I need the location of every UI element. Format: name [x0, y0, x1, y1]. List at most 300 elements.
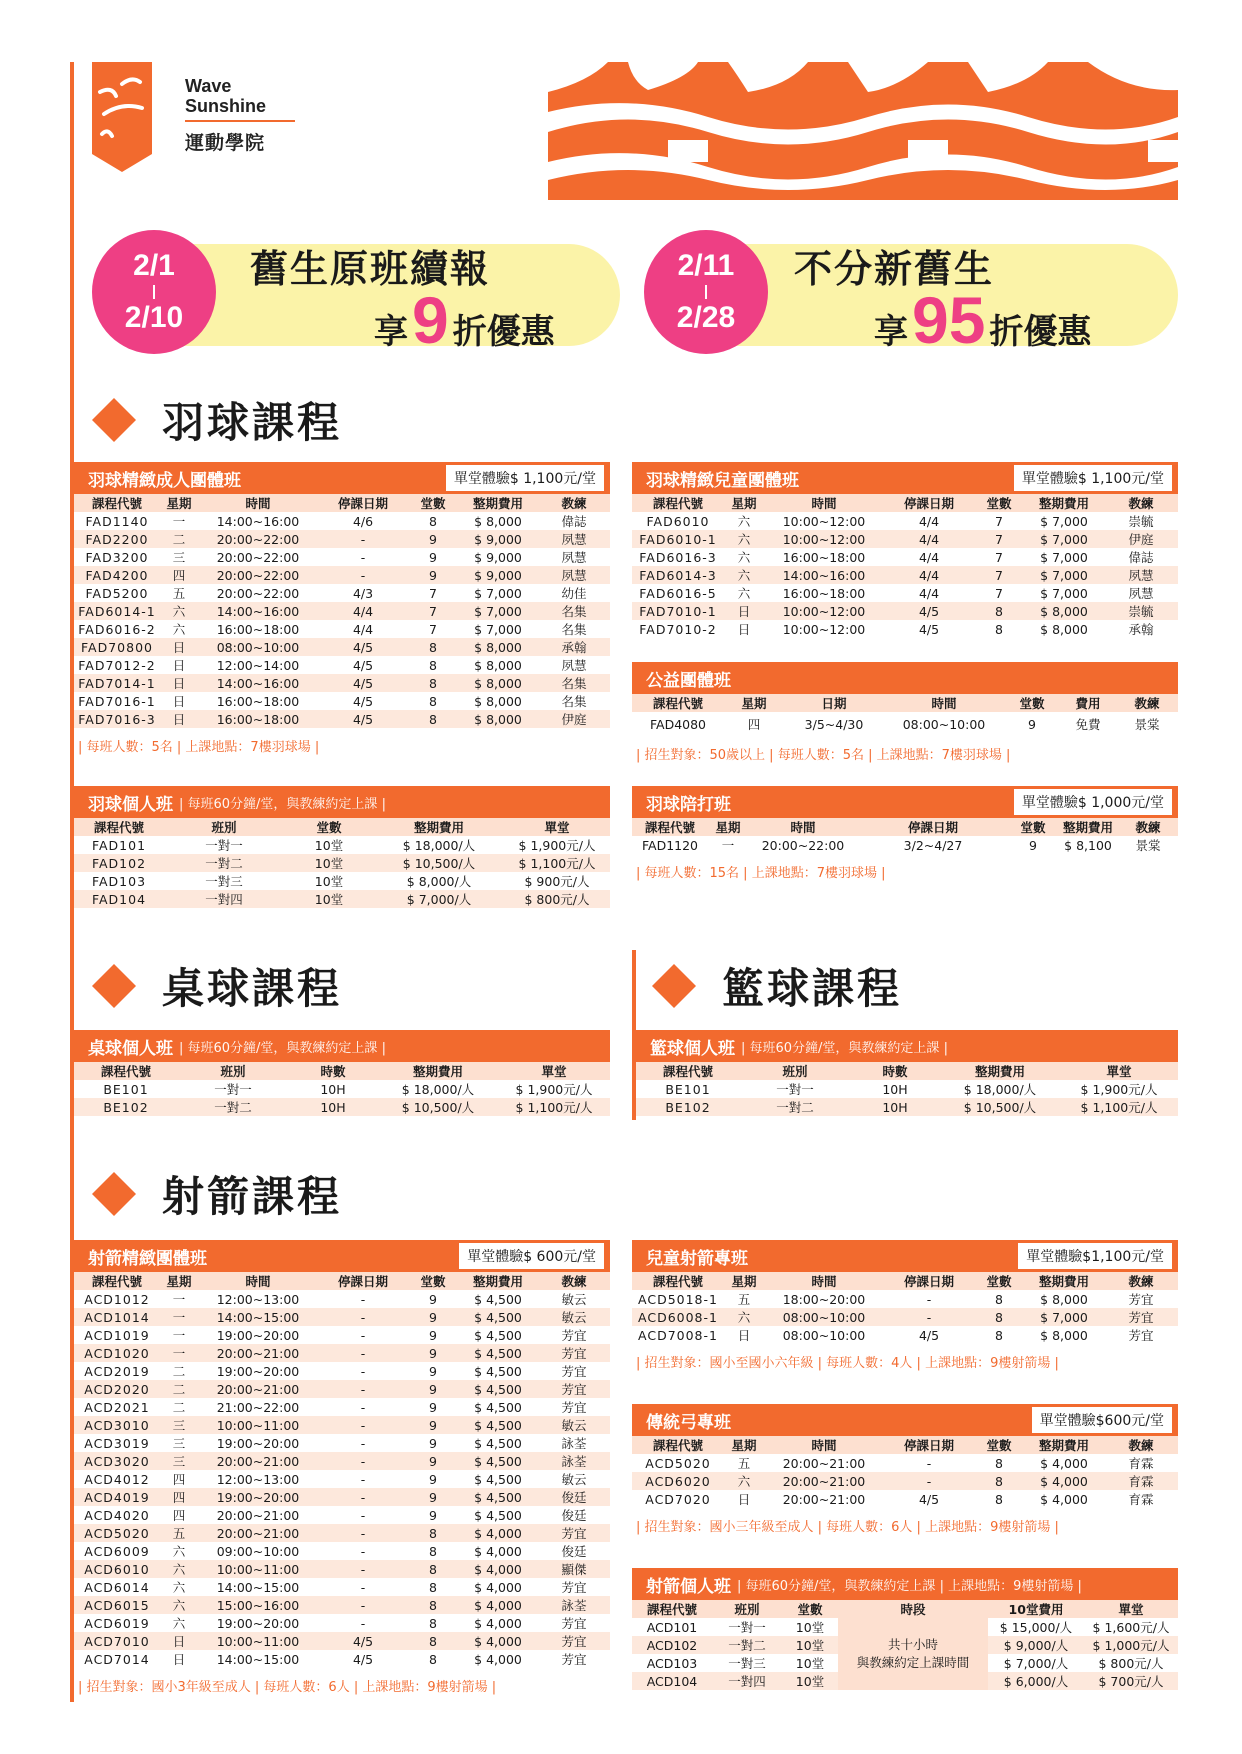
- cell: -: [926, 1291, 932, 1307]
- cell: $ 4,500: [474, 1291, 522, 1307]
- cell: 一對四: [712, 1672, 782, 1690]
- diamond-icon: [92, 398, 136, 442]
- cell: 8: [429, 1579, 437, 1595]
- block-title-text: 羽球精緻兒童團體班: [646, 470, 799, 491]
- cell: $ 4,500: [458, 1452, 538, 1470]
- cell: 19:00~20:00: [216, 1327, 300, 1343]
- cell: $ 6,000/人: [988, 1672, 1084, 1690]
- cell: 4/5: [918, 621, 940, 637]
- cell: $ 18,000/人: [401, 1082, 475, 1097]
- cell: 一對四: [164, 890, 284, 908]
- badminton-sparring-table: [632, 818, 1178, 854]
- cell: -: [318, 530, 408, 548]
- block-title: [74, 462, 610, 494]
- cell: 夙慧: [561, 658, 587, 673]
- cell: 20:00~21:00: [198, 1344, 318, 1362]
- section-title: 籃球課程: [722, 964, 903, 1013]
- cell: FAD7014-1: [74, 674, 160, 692]
- cell: $ 15,000/人: [999, 1620, 1073, 1635]
- badminton-adult-group: [74, 462, 610, 755]
- cell: 7: [995, 513, 1003, 529]
- block-title: [632, 1404, 1178, 1436]
- table-row: [74, 1542, 610, 1560]
- time-slot-line: 與教練約定上課時間: [856, 1655, 970, 1670]
- cell: 敏云: [538, 1308, 610, 1326]
- col-header: 堂數: [1004, 694, 1060, 712]
- cell: 日: [737, 1328, 751, 1343]
- cell: 8: [995, 1327, 1003, 1343]
- col-header: 課程代號: [632, 818, 708, 836]
- table-row: [74, 1362, 610, 1380]
- table-row: [74, 692, 610, 710]
- col-header: 星期: [724, 1272, 764, 1290]
- block-title-text: 羽球個人班: [88, 794, 173, 815]
- cell: 育霖: [1128, 1492, 1154, 1507]
- cell: 日: [737, 1492, 751, 1507]
- cell: 芳宜: [561, 1580, 587, 1595]
- section-title: 羽球課程: [162, 398, 343, 447]
- cell: 景棠: [1135, 838, 1161, 853]
- table-row: [74, 656, 610, 674]
- diamond-icon: [92, 1172, 136, 1216]
- block-title-text: 羽球陪打班: [646, 794, 731, 815]
- cell: 三: [172, 1436, 186, 1451]
- cell: 一: [160, 1344, 198, 1362]
- cell: 16:00~18:00: [216, 621, 300, 637]
- table-row: [632, 1472, 1178, 1490]
- cell: 二: [160, 1380, 198, 1398]
- col-header: 停課日期: [884, 1272, 974, 1290]
- col-header: 課程代號: [74, 818, 164, 836]
- promo-all-students: [644, 230, 1178, 357]
- col-header: 時間: [198, 494, 318, 512]
- cell: 8: [429, 1651, 437, 1667]
- cell: 詠荃: [538, 1596, 610, 1614]
- cell: $ 8,100: [1064, 837, 1112, 853]
- cell: 4/5: [318, 710, 408, 728]
- cell: 9: [408, 1416, 458, 1434]
- col-header: 班別: [178, 1062, 288, 1080]
- cell: 六: [737, 550, 751, 565]
- cell: 芳宜: [1104, 1308, 1178, 1326]
- cell: 08:00~10:00: [902, 716, 986, 732]
- table-body: [632, 1454, 1178, 1508]
- cell: 日: [172, 1652, 186, 1667]
- cell: FAD6016-3: [639, 549, 717, 565]
- cell: 敏云: [561, 1292, 587, 1307]
- cell: FAD7016-3: [74, 710, 160, 728]
- cell: ACD4012: [84, 1471, 150, 1487]
- col-header: 整期費用: [458, 494, 538, 512]
- table-row: [74, 836, 610, 854]
- cell: 六: [160, 602, 198, 620]
- cell: -: [360, 1471, 366, 1487]
- cell: 14:00~16:00: [198, 602, 318, 620]
- col-header: 星期: [724, 694, 784, 712]
- trial-price-badge: 單堂體驗$ 1,100元/堂: [1014, 465, 1172, 491]
- block-note: | 招生對象：國小三年級至成人 | 每班人數：6人 | 上課地點：9樓射箭場 |: [636, 1520, 1059, 1535]
- cell: 4/4: [884, 530, 974, 548]
- cell: 承翰: [538, 638, 610, 656]
- col-header: 堂數: [974, 1436, 1024, 1454]
- cell: 崇毓: [1128, 514, 1154, 529]
- trial-price-badge: 單堂體驗$600元/堂: [1032, 1407, 1172, 1433]
- basketball-table: [636, 1062, 1178, 1116]
- cell: 14:00~16:00: [216, 513, 300, 529]
- cell: 10堂: [314, 838, 344, 853]
- badminton-adult-table: [74, 494, 610, 728]
- block-note: | 每班人數：15名 | 上課地點：7樓羽球場 |: [636, 866, 886, 881]
- cell: $ 4,500: [458, 1380, 538, 1398]
- col-header: 星期: [724, 1436, 764, 1454]
- cell: 敏云: [538, 1416, 610, 1434]
- block-note: | 招生對象：國小3年級至成人 | 每班人數：6人 | 上課地點：9樓射箭場 |: [78, 1680, 497, 1695]
- table-row: [632, 1308, 1178, 1326]
- cell: 10:00~12:00: [782, 513, 866, 529]
- cell: -: [318, 566, 408, 584]
- cell: $ 10,500/人: [374, 854, 504, 872]
- cell: -: [360, 1615, 366, 1631]
- cell: 8: [429, 1543, 437, 1559]
- cell: 7: [995, 549, 1003, 565]
- table-body: [632, 712, 1178, 736]
- table-row: [74, 1398, 610, 1416]
- diamond-icon: [92, 964, 136, 1008]
- cell: FAD3200: [85, 549, 149, 565]
- cell: $ 1,000元/人: [1084, 1636, 1178, 1654]
- promo-headline: 舊生原班續報: [250, 247, 491, 291]
- table-row: [74, 1470, 610, 1488]
- cell: 10:00~12:00: [782, 621, 866, 637]
- cell: $ 4,000: [458, 1632, 538, 1650]
- cell: 10堂: [284, 854, 374, 872]
- promo-date-start: 2/11: [677, 249, 735, 282]
- cell: $ 8,000: [1040, 1291, 1088, 1307]
- cell: FAD6010-1: [632, 530, 724, 548]
- table-row: [74, 1614, 610, 1632]
- time-slot-cell: [838, 1618, 988, 1690]
- block-title-text: 桌球個人班: [88, 1038, 173, 1059]
- cell: 8: [995, 1291, 1003, 1307]
- cell: $ 9,000: [458, 566, 538, 584]
- cell: ACD6009: [84, 1543, 150, 1559]
- block-subtitle: | 每班60分鐘/堂，與教練約定上課 |: [179, 796, 386, 812]
- cell: $ 8,000: [1024, 602, 1104, 620]
- cell: 日: [160, 710, 198, 728]
- cell: 六: [724, 1308, 764, 1326]
- cell: 崇毓: [1104, 602, 1178, 620]
- section-table-tennis: [92, 956, 342, 1016]
- cell: $ 4,000: [474, 1543, 522, 1559]
- cell: $ 8,000: [1040, 621, 1088, 637]
- cell: FAD102: [74, 854, 164, 872]
- cell: 8: [408, 710, 458, 728]
- table-row: [74, 1596, 610, 1614]
- cell: 10H: [850, 1098, 940, 1116]
- cell: 14:00~15:00: [198, 1308, 318, 1326]
- cell: ACD3010: [74, 1416, 160, 1434]
- cell: FAD1140: [85, 513, 149, 529]
- cell: $ 7,000: [474, 585, 522, 601]
- cell: 日: [737, 622, 751, 637]
- table-row: [632, 620, 1178, 638]
- cell: FAD6014-3: [632, 566, 724, 584]
- col-header: 星期: [160, 494, 198, 512]
- cell: -: [360, 1579, 366, 1595]
- cell: $ 8,000/人: [406, 874, 472, 889]
- col-header: 教練: [1104, 1436, 1178, 1454]
- cell: ACD5018-1: [638, 1291, 718, 1307]
- col-header: 停課日期: [318, 494, 408, 512]
- cell: 六: [724, 1472, 764, 1490]
- cell: 8: [429, 1615, 437, 1631]
- cell: 一: [172, 1328, 186, 1343]
- basketball-private: [636, 1030, 1178, 1116]
- cell: FAD101: [91, 837, 147, 853]
- col-header: 堂數: [782, 1600, 838, 1618]
- cell: 9: [408, 566, 458, 584]
- cell: 一: [160, 1308, 198, 1326]
- cell: 一: [172, 1292, 186, 1307]
- col-header: 整期費用: [1024, 1272, 1104, 1290]
- cell: 名集: [561, 694, 587, 709]
- cell: -: [884, 1308, 974, 1326]
- cell: 12:00~14:00: [216, 657, 300, 673]
- cell: 六: [172, 1544, 186, 1559]
- cell: ACD2019: [84, 1363, 150, 1379]
- table-header-row: [74, 818, 610, 836]
- cell: 9: [408, 1488, 458, 1506]
- cell: FAD7010-1: [632, 602, 724, 620]
- table-row: [74, 1578, 610, 1596]
- cell: 4/5: [884, 602, 974, 620]
- cell: 敏云: [561, 1472, 587, 1487]
- table-row: [74, 854, 610, 872]
- cell: 芳宜: [561, 1400, 587, 1415]
- cell: 9: [408, 530, 458, 548]
- table-row: [74, 1434, 610, 1452]
- cell: $ 1,600元/人: [1092, 1620, 1170, 1635]
- cell: $ 4,500: [474, 1471, 522, 1487]
- cell: $ 4,000: [1040, 1455, 1088, 1471]
- table-row: [74, 1524, 610, 1542]
- cell: 一對三: [728, 1656, 766, 1671]
- table-header-row: [74, 494, 610, 512]
- cell: 8: [974, 1472, 1024, 1490]
- cell: 10H: [882, 1081, 908, 1097]
- cell: ACD103: [646, 1655, 698, 1671]
- badminton-kids-table: [632, 494, 1178, 638]
- cell: 三: [172, 550, 186, 565]
- cell: 10:00~11:00: [198, 1632, 318, 1650]
- cell: 幼佳: [561, 586, 587, 601]
- cell: 7: [974, 566, 1024, 584]
- cell: BE101: [103, 1081, 149, 1097]
- cell: 4/4: [352, 621, 374, 637]
- table-row: [74, 1488, 610, 1506]
- cell: $ 4,000: [1040, 1491, 1088, 1507]
- cell: -: [318, 1560, 408, 1578]
- cell: 10H: [288, 1098, 378, 1116]
- badminton-private-table: [74, 818, 610, 908]
- cell: 10H: [320, 1081, 346, 1097]
- cell: 詠荃: [561, 1436, 587, 1451]
- table-row: [74, 1308, 610, 1326]
- cell: FAD7016-1: [78, 693, 156, 709]
- cell: 4/3: [352, 585, 374, 601]
- cell: -: [318, 1416, 408, 1434]
- cell: FAD7010-2: [639, 621, 717, 637]
- cell: FAD4080: [649, 716, 707, 732]
- cell: FAD6016-5: [639, 585, 717, 601]
- block-title-text: 射箭精緻團體班: [88, 1248, 207, 1269]
- cell: ACD6008-1: [632, 1308, 724, 1326]
- col-header: 課程代號: [632, 1436, 724, 1454]
- promo-discount-num: 9: [412, 283, 449, 357]
- badminton-public-group: [632, 662, 1178, 763]
- col-header: 時數: [850, 1062, 940, 1080]
- archery-private-table: [632, 1600, 1178, 1690]
- table-row: [74, 1344, 610, 1362]
- cell: 4/5: [918, 1491, 940, 1507]
- cell: $ 900元/人: [524, 874, 590, 889]
- block-subtitle: | 每班60分鐘/堂，與教練約定上課 |: [741, 1040, 948, 1056]
- block-title-text: 傳統弓專班: [646, 1412, 731, 1433]
- promo-date-separator: [153, 285, 155, 299]
- cell: 芳宜: [538, 1524, 610, 1542]
- section-title: 射箭課程: [162, 1172, 343, 1221]
- promo-date-badge: [644, 230, 768, 354]
- block-note: | 招生對象：50歲以上 | 每班人數：5名 | 上課地點：7樓羽球場 |: [636, 748, 1011, 763]
- cell: 20:00~22:00: [198, 566, 318, 584]
- cell: 三: [160, 1452, 198, 1470]
- cell: ACD104: [632, 1672, 712, 1690]
- col-header: 堂數: [284, 818, 374, 836]
- cell: -: [318, 1380, 408, 1398]
- cell: FAD7012-2: [78, 657, 156, 673]
- brand-zh: 運動學院: [185, 132, 266, 154]
- cell: 免費: [1075, 717, 1101, 732]
- table-body: [632, 1618, 1178, 1690]
- cell: 20:00~21:00: [764, 1472, 884, 1490]
- cell: 7: [429, 621, 437, 637]
- col-header: 單堂: [498, 1062, 610, 1080]
- cell: 4/5: [352, 657, 374, 673]
- cell: 8: [429, 657, 437, 673]
- badminton-private: [74, 786, 610, 908]
- cell: 10堂: [795, 1620, 825, 1635]
- section-badminton: [92, 390, 342, 450]
- cell: $ 800元/人: [1098, 1656, 1164, 1671]
- archery-private: [632, 1568, 1178, 1690]
- cell: FAD2200: [74, 530, 160, 548]
- cell: 芳宜: [538, 1344, 610, 1362]
- badminton-kids-group: [632, 462, 1178, 638]
- cell: 日: [160, 638, 198, 656]
- cell: 四: [172, 1472, 186, 1487]
- cell: 10:00~12:00: [764, 530, 884, 548]
- cell: $ 8,000: [1040, 1327, 1088, 1343]
- cell: 五: [737, 1292, 751, 1307]
- cell: $ 9,000/人: [988, 1636, 1084, 1654]
- cell: 8: [974, 602, 1024, 620]
- col-header: 10堂費用: [988, 1600, 1084, 1618]
- cell: $ 4,000: [1024, 1472, 1104, 1490]
- cell: 9: [429, 1363, 437, 1379]
- table-row: [632, 530, 1178, 548]
- cell: ACD101: [646, 1619, 698, 1635]
- table-row: [632, 1454, 1178, 1472]
- cell: $ 4,500: [458, 1308, 538, 1326]
- col-header: 課程代號: [636, 1062, 740, 1080]
- cell: 16:00~18:00: [782, 549, 866, 565]
- cell: $ 700元/人: [1084, 1672, 1178, 1690]
- col-header: 堂數: [408, 494, 458, 512]
- cell: 名集: [538, 674, 610, 692]
- table-row: [632, 602, 1178, 620]
- cell: 9: [429, 1435, 437, 1451]
- cell: $ 8,000: [458, 674, 538, 692]
- block-subtitle: | 每班60分鐘/堂，與教練約定上課 |: [179, 1040, 386, 1056]
- col-header: 時間: [764, 1272, 884, 1290]
- cell: $ 4,500: [458, 1416, 538, 1434]
- cell: 10堂: [284, 890, 374, 908]
- table-body: [632, 1290, 1178, 1344]
- cell: 日: [172, 658, 186, 673]
- cell: 芳宜: [561, 1616, 587, 1631]
- block-note: | 每班人數：5名 | 上課地點：7樓羽球場 |: [78, 740, 320, 755]
- cell: 一對一: [776, 1082, 814, 1097]
- table-header-row: [632, 494, 1178, 512]
- cell: 景棠: [1134, 717, 1160, 732]
- cell: 伊庭: [1104, 530, 1178, 548]
- col-header: 教練: [1104, 1272, 1178, 1290]
- archery-traditional: [632, 1404, 1178, 1535]
- col-header: 整期費用: [1024, 1436, 1104, 1454]
- cell: 六: [737, 586, 751, 601]
- cell: ACD6014: [84, 1579, 150, 1595]
- cell: -: [318, 1524, 408, 1542]
- promo-discount: [874, 283, 1092, 357]
- cell: 20:00~22:00: [216, 549, 300, 565]
- section-basketball: [652, 956, 902, 1016]
- cell: 4/5: [318, 638, 408, 656]
- table-row: [74, 872, 610, 890]
- cell: 8: [995, 1455, 1003, 1471]
- cell: $ 7,000: [458, 602, 538, 620]
- cell: 9: [1029, 837, 1037, 853]
- table-row: [74, 890, 610, 908]
- cell: 9: [429, 1399, 437, 1415]
- cell: 10堂: [782, 1672, 838, 1690]
- table-header-row: [74, 1062, 610, 1080]
- col-header: 時間: [884, 694, 1004, 712]
- cell: 育霖: [1128, 1456, 1154, 1471]
- cell: 15:00~16:00: [198, 1596, 318, 1614]
- cell: 9: [408, 1380, 458, 1398]
- col-header: 日期: [784, 694, 884, 712]
- time-slot-line: 共十小時: [887, 1637, 938, 1652]
- col-header: 堂數: [408, 1272, 458, 1290]
- col-header: 整期費用: [1058, 818, 1118, 836]
- col-header: 星期: [724, 494, 764, 512]
- cell: 夙慧: [1104, 566, 1178, 584]
- cell: -: [360, 549, 366, 565]
- promo-returning-students: [92, 230, 622, 357]
- cell: $ 1,900元/人: [515, 1082, 593, 1097]
- table-row: [74, 566, 610, 584]
- cell: BE102: [636, 1098, 740, 1116]
